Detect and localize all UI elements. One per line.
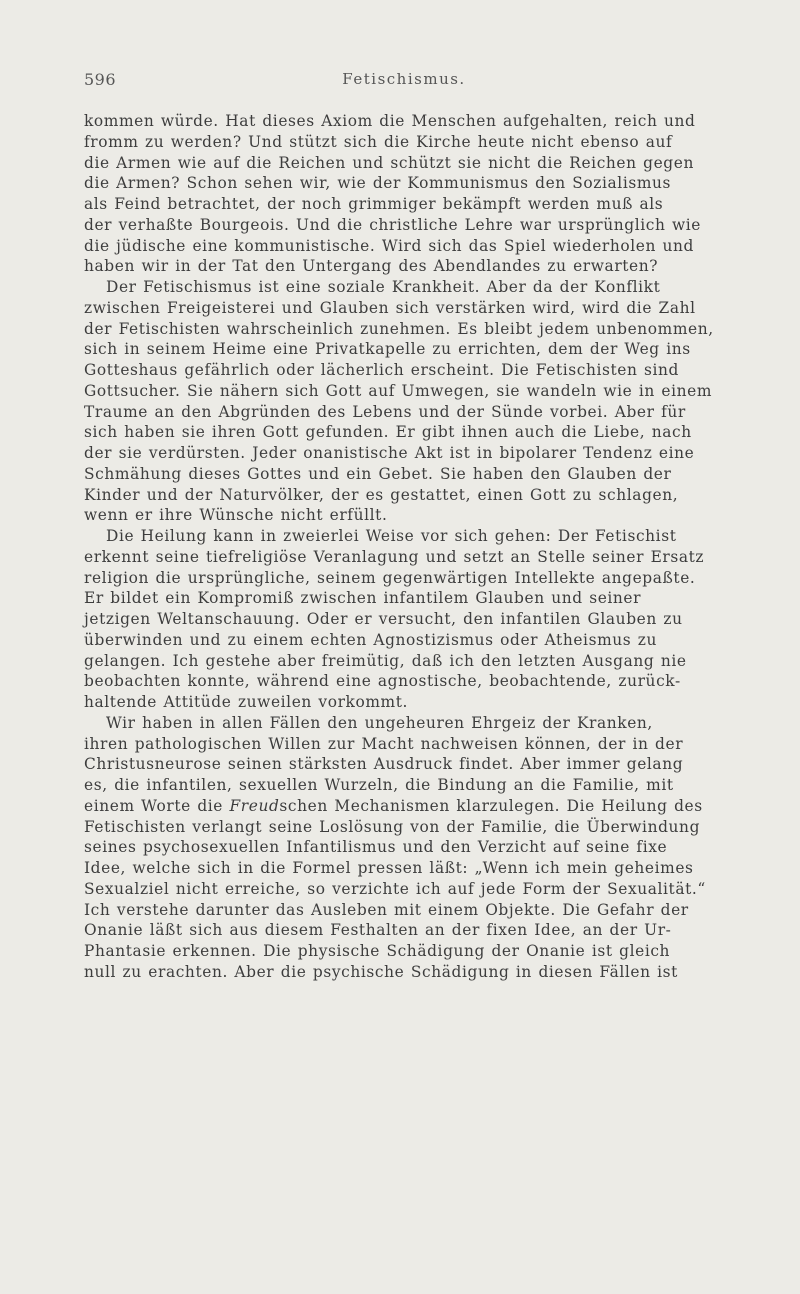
- page-number: 596: [84, 70, 117, 89]
- text-line: zwischen Freigeisterei und Glauben sich verstärken wird, wird die Zahl: [84, 298, 696, 317]
- text-line-with-italic: [84, 796, 796, 817]
- text-line: der sie verdürsten. Jeder onanistische Akt ist in bipolarer Tendenz eine: [84, 444, 695, 462]
- text-line: Christusneurose seinen stärksten Ausdruck findet. Aber immer gelang: [84, 755, 684, 774]
- text-line: Sexualziel nicht erreiche, so verzichte ich auf jede Form der Sexualität.“: [84, 879, 706, 898]
- text-line: Gotteshaus gefährlich oder lächerlich erscheint. Die Fetischisten sind: [84, 361, 679, 379]
- text-line: Gottsucher. Sie nähern sich Gott auf Umwegen, sie wandeln wie in einem: [84, 381, 713, 400]
- text-line: die Armen? Schon sehen wir, wie der Kommunismus den Sozialismus: [84, 174, 672, 193]
- text-line: Idee, welche sich in die Formel pressen läßt: „Wenn ich mein geheimes: [84, 859, 694, 877]
- text-line: Er bildet ein Kompromiß zwischen infantilem Glauben und seiner: [84, 589, 642, 608]
- text-line: es, die infantilen, sexuellen Wurzeln, die Bindung an die Familie, mit: [84, 776, 674, 794]
- text-line: kommen würde. Hat dieses Axiom die Menschen aufgehalten, reich und: [84, 112, 696, 130]
- text-line: wenn er ihre Wünsche nicht erfüllt.: [84, 506, 388, 525]
- text-line: seines psychosexuellen Infantilismus und den Verzicht auf seine fixe: [84, 838, 668, 857]
- body-text: [84, 111, 796, 983]
- text-line: religion die ursprüngliche, seinem gegenwärtigen Intellekte angepaßte.: [84, 568, 696, 587]
- text-line: Onanie läßt sich aus diesem Festhalten an der fixen Idee, an der Ur-: [84, 921, 672, 940]
- paragraph-start-line: Der Fetischismus ist eine soziale Krankheit. Aber da der Konflikt: [106, 278, 661, 296]
- paragraph-start-line: Wir haben in allen Fällen den ungeheuren Ehrgeiz der Kranken,: [106, 713, 653, 732]
- text-line: überwinden und zu einem echten Agnostizismus oder Atheismus zu: [84, 630, 657, 649]
- text-line: beobachten konnte, während eine agnostische, beobachtende, zurück-: [84, 672, 681, 691]
- text-line: gelangen. Ich gestehe aber freimütig, daß ich den letzten Ausgang nie: [84, 651, 687, 670]
- text-line: der Fetischisten wahrscheinlich zunehmen. Es bleibt jedem unbenommen,: [84, 319, 714, 338]
- text-line: Traume an den Abgründen des Lebens und der Sünde vorbei. Aber für: [84, 402, 686, 421]
- paragraph-start-line: Die Heilung kann in zweierlei Weise vor sich gehen: Der Fetischist: [106, 527, 677, 545]
- text-line: als Feind betrachtet, der noch grimmiger bekämpft werden muß als: [84, 195, 664, 213]
- text-line: die Armen wie auf die Reichen und schützt sie nicht die Reichen gegen: [84, 153, 694, 172]
- text-line: ihren pathologischen Willen zur Macht nachweisen können, der in der: [84, 734, 684, 753]
- text-line: haltende Attitüde zuweilen vorkommt.: [84, 693, 408, 711]
- text-line: sich in seinem Heime eine Privatkapelle zu errichten, dem der Weg ins: [84, 340, 691, 359]
- italic-name-freud: Freud: [229, 796, 280, 815]
- text-line: Schmähung dieses Gottes und ein Gebet. Sie haben den Glauben der: [84, 464, 672, 483]
- running-head: Fetischismus.: [342, 70, 466, 88]
- text-segment: einem Worte die: [84, 796, 230, 815]
- text-line: die jüdische eine kommunistische. Wird sich das Spiel wiederholen und: [84, 236, 694, 255]
- text-line: der verhaßte Bourgeois. Und die christliche Lehre war ursprünglich wie: [84, 215, 701, 234]
- text-line: null zu erachten. Aber die psychische Schädigung in diesen Fällen ist: [84, 962, 678, 981]
- text-line: jetzigen Weltanschauung. Oder er versucht, den infantilen Glauben zu: [84, 610, 683, 628]
- text-line: Phantasie erkennen. Die physische Schädigung der Onanie ist gleich: [84, 942, 671, 960]
- text-segment: schen Mechanismen klarzulegen. Die Heilung des: [279, 796, 703, 815]
- text-line: sich haben sie ihren Gott gefunden. Er gibt ihnen auch die Liebe, nach: [84, 423, 692, 442]
- page-header: [84, 70, 724, 94]
- text-line: Kinder und der Naturvölker, der es gestattet, einen Gott zu schlagen,: [84, 485, 679, 504]
- text-line: fromm zu werden? Und stützt sich die Kirche heute nicht ebenso auf: [84, 132, 673, 151]
- text-line: Ich verstehe darunter das Ausleben mit einem Objekte. Die Gefahr der: [84, 900, 689, 919]
- text-line: Fetischisten verlangt seine Loslösung von der Familie, die Überwindung: [84, 817, 701, 836]
- text-line: haben wir in der Tat den Untergang des Abendlandes zu erwarten?: [84, 257, 659, 276]
- text-line: erkennt seine tiefreligiöse Veranlagung und setzt an Stelle seiner Ersatz: [84, 547, 705, 566]
